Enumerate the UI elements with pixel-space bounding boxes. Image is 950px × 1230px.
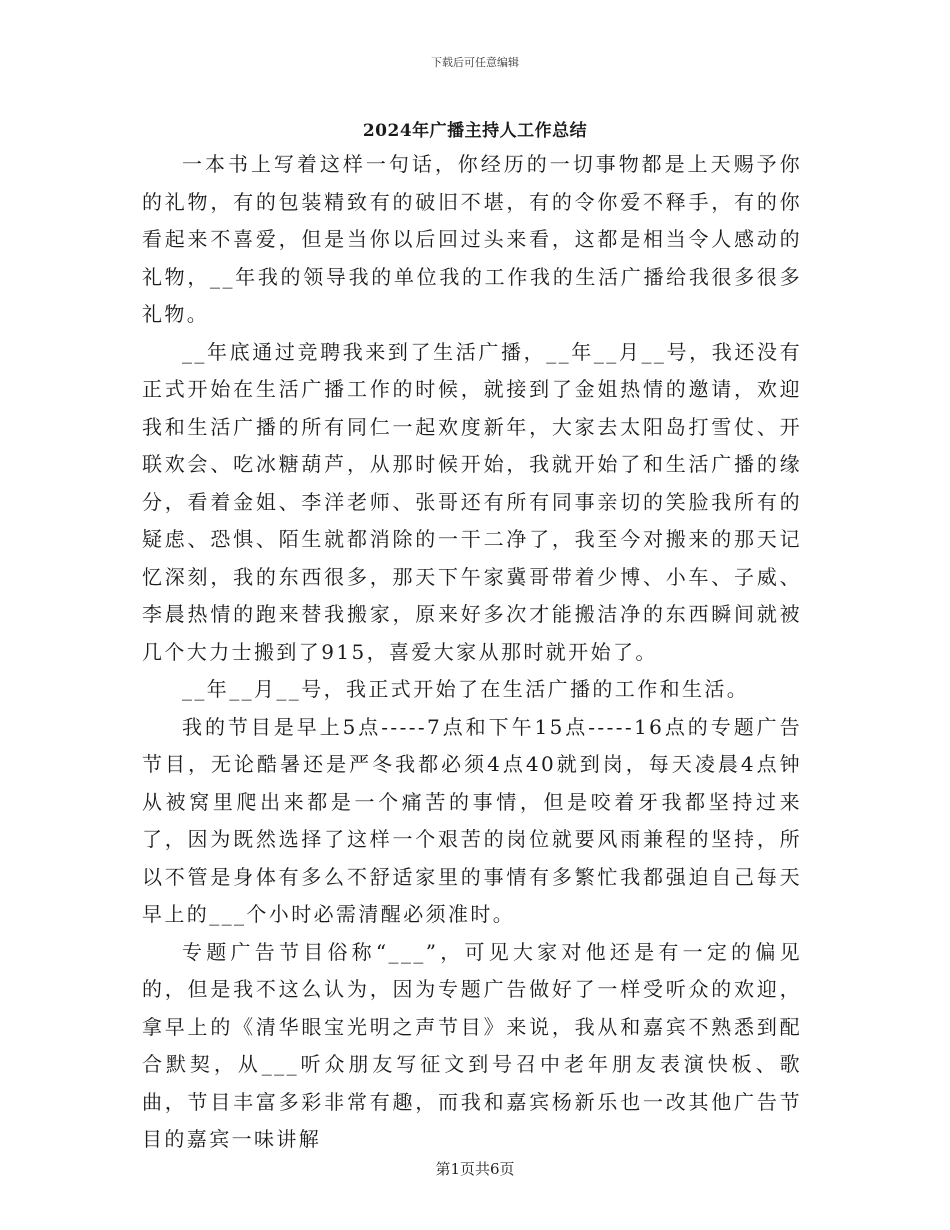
paragraph: __年底通过竞聘我来到了生活广播，__年__月__号，我还没有正式开始在生活广播工作的时候，就接到了金姐热情的邀请，欢迎我和生活广播的所有同仁一起欢度新年，大家去太阳岛打雪仗、开联欢会、吃冰糖葫芦，从那时候开始，我就开始了和生活广播的缘分，看着金姐、李洋老师、张哥还有所有同事亲切的笑脸我所有的疑虑、恐惧、陌生就都消除的一干二净了，我至今对搬来的那天记忆深刻，我的东西很多，那天下午家冀哥带着少博、小车、子威、李晨热情的跑来替我搬家，原来好多次才能搬洁净的东西瞬间就被几个大力士搬到了915，喜爱大家从那时就开始了。 (142, 339, 802, 664)
paragraph: 一本书上写着这样一句话，你经历的一切事物都是上天赐予你的礼物，有的包装精致有的破旧不堪，有的令你爱不释手，有的你看起来不喜爱，但是当你以后回过头来看，这都是相当令人感动的礼物，__年我的领导我的单位我的工作我的生活广播给我很多很多礼物。 (142, 152, 802, 326)
paragraph: 我的节目是早上5点-----7点和下午15点-----16点的专题广告节目，无论酷暑还是严冬我都必须4点40就到岗，每天凌晨4点钟从被窝里爬出来都是一个痛苦的事情，但是咬着牙我都坚持过来了，因为既然选择了这样一个艰苦的岗位就要风雨兼程的坚持，所以不管是身体有多么不舒适家里的事情有多繁忙我都强迫自己每天早上的___个小时必需清醒必须准时。 (142, 714, 802, 926)
paragraph: 专题广告节目俗称“___”，可见大家对他还是有一定的偏见的，但是我不这么认为，因为专题广告做好了一样受听众的欢迎，拿早上的《清华眼宝光明之声节目》来说，我从和嘉宾不熟悉到配合默契，从___听众朋友写征文到号召中老年朋友表演快板、歌曲，节目丰富多彩非常有趣，而我和嘉宾杨新乐也一改其他广告节目的嘉宾一味讲解 (142, 939, 802, 1151)
header-note: 下载后可任意编辑 (431, 56, 519, 69)
page-number: 第1页共6页 (435, 1160, 515, 1178)
paragraph: __年__月__号，我正式开始了在生活广播的工作和生活。 (182, 677, 750, 701)
document-body (142, 146, 802, 1159)
document-title: 2024年广播主持人工作总结 (362, 121, 588, 141)
